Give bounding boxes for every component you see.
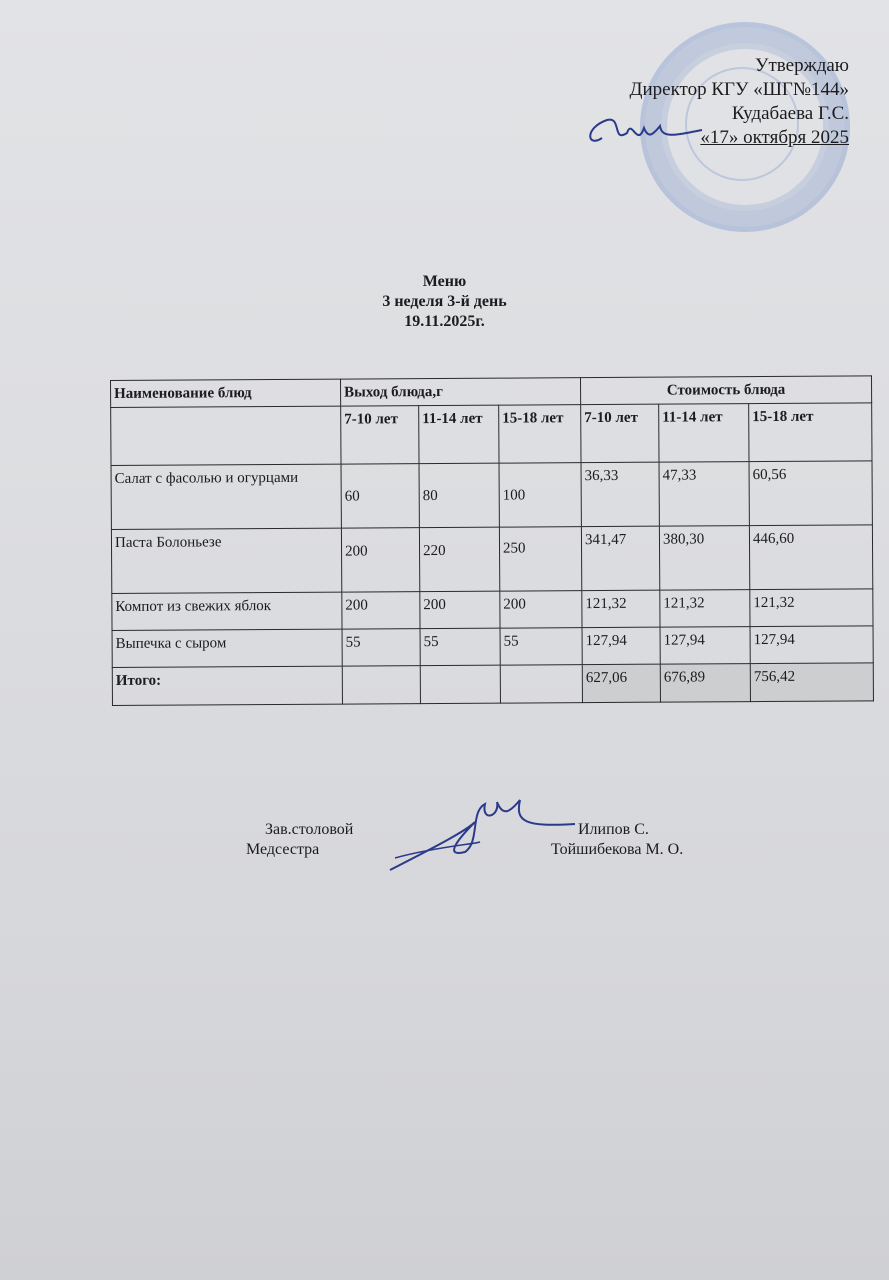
header-output-age-2: 11-14 лет xyxy=(419,405,499,463)
output-value: 55 xyxy=(420,628,500,665)
cost-value: 121,32 xyxy=(750,589,873,627)
total-cost: 627,06 xyxy=(582,664,660,702)
cost-value: 127,94 xyxy=(750,626,873,664)
output-value: 200 xyxy=(342,592,420,629)
output-value: 200 xyxy=(341,528,419,592)
title-menu: Меню xyxy=(422,273,467,290)
total-cost: 756,42 xyxy=(750,663,873,702)
header-cost-age-3: 15-18 лет xyxy=(749,403,872,462)
header-dish-name: Наименование блюд xyxy=(111,379,341,407)
cost-value: 60,56 xyxy=(749,461,872,526)
staff-signature-icon xyxy=(385,792,585,882)
output-value: 200 xyxy=(500,591,582,629)
cost-value: 47,33 xyxy=(659,462,749,527)
table-row xyxy=(112,626,873,668)
header-output-age-3: 15-18 лет xyxy=(499,405,581,463)
total-label: Итого: xyxy=(112,666,342,705)
output-value: 55 xyxy=(342,629,420,666)
output-value: 220 xyxy=(419,527,499,591)
approval-position: Директор КГУ «ШГ№144» xyxy=(629,79,849,100)
dish-name: Компот из свежих яблок xyxy=(112,592,342,630)
menu-table xyxy=(110,375,874,706)
total-output xyxy=(342,666,420,704)
approval-date: «17» октября 2025 xyxy=(700,127,849,148)
total-output xyxy=(500,665,582,704)
output-value: 100 xyxy=(499,463,581,527)
approval-heading: Утверждаю xyxy=(755,55,849,76)
total-row xyxy=(112,663,873,706)
title-week-day: 3 неделя 3-й день xyxy=(382,293,507,310)
menu-title xyxy=(0,272,889,332)
cost-value: 380,30 xyxy=(659,526,749,591)
table-row xyxy=(111,461,872,530)
output-value: 250 xyxy=(499,527,581,591)
cost-value: 36,33 xyxy=(581,462,659,526)
name-canteen-head: Илипов С. xyxy=(578,821,649,838)
dish-name: Салат с фасолью и огурцами xyxy=(111,464,341,529)
total-cost: 676,89 xyxy=(660,664,750,703)
header-cost-age-1: 7-10 лет xyxy=(581,404,659,462)
role-canteen-head: Зав.столовой xyxy=(265,821,354,838)
dish-name: Выпечка с сыром xyxy=(112,629,342,667)
cost-value: 341,47 xyxy=(581,526,659,590)
table-row xyxy=(112,589,873,631)
cost-value: 121,32 xyxy=(660,590,750,628)
output-value: 60 xyxy=(341,464,419,528)
cost-value: 446,60 xyxy=(749,525,872,590)
header-empty xyxy=(111,406,341,465)
name-nurse: Тойшибекова М. О. xyxy=(551,841,684,858)
cost-value: 121,32 xyxy=(582,590,660,627)
output-value: 55 xyxy=(500,628,582,666)
header-cost: Стоимость блюда xyxy=(580,376,871,405)
table-row xyxy=(111,525,872,594)
output-value: 80 xyxy=(419,463,499,527)
approval-name: Кудабаева Г.С. xyxy=(731,103,849,124)
header-row-2 xyxy=(111,403,872,466)
header-output: Выход блюда,г xyxy=(340,378,580,406)
cost-value: 127,94 xyxy=(582,627,660,664)
role-nurse: Медсестра xyxy=(246,841,320,858)
cost-value: 127,94 xyxy=(660,627,750,665)
total-output xyxy=(420,665,500,703)
dish-name: Паста Болоньезе xyxy=(111,528,341,593)
header-cost-age-2: 11-14 лет xyxy=(659,404,749,463)
header-output-age-1: 7-10 лет xyxy=(341,406,419,464)
director-signature-icon xyxy=(582,108,712,158)
title-date: 19.11.2025г. xyxy=(404,313,485,330)
output-value: 200 xyxy=(420,591,500,628)
